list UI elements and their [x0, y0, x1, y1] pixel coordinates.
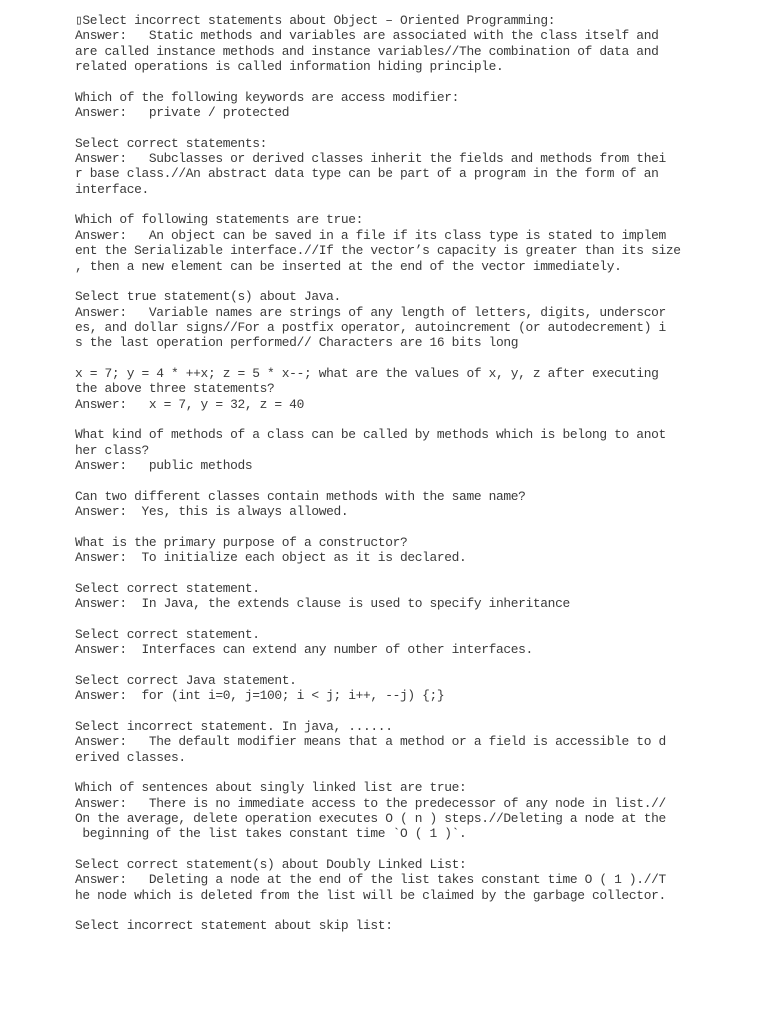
text-line: beginning of the list takes constant time `O ( 1 )`.: [75, 826, 467, 842]
blank-line: [75, 519, 755, 534]
text-line: the above three statements?: [75, 381, 275, 397]
blank-line: [75, 412, 755, 427]
text-line: Select correct statement.: [75, 626, 260, 642]
text-line: Can two different classes contain methods with the same name?: [75, 488, 526, 504]
blank-line: [75, 842, 755, 857]
blank-line: [75, 473, 755, 488]
text-line: he node which is deleted from the list will be claimed by the garbage collector.: [75, 887, 666, 903]
answer-line: Answer: for (int i=0, j=100; i < j; i++, --j) {;}: [75, 688, 445, 704]
answer-line: Answer: private / protected: [75, 105, 290, 121]
answer-line: Answer: In Java, the extends clause is used to specify inheritance: [75, 596, 570, 612]
text-line: Select incorrect statement. In java, ......: [75, 718, 393, 734]
blank-line: [75, 703, 755, 718]
blank-line: [75, 74, 755, 89]
answer-line: Answer: To initialize each object as it is declared.: [75, 550, 467, 566]
blank-line: [75, 657, 755, 672]
answer-line: Answer: Variable names are strings of any length of letters, digits, underscor: [75, 304, 666, 320]
text-line: ▯Select incorrect statements about Object – Oriented Programming:: [75, 13, 556, 28]
text-line: Which of sentences about singly linked list are true:: [75, 780, 467, 796]
answer-line: Answer: There is no immediate access to the predecessor of any node in list.//: [75, 795, 666, 811]
answer-line: Answer: Interfaces can extend any number of other interfaces.: [75, 642, 533, 658]
text-line: x = 7; y = 4 * ++x; z = 5 * x--; what are the values of x, y, z after executing: [75, 365, 659, 381]
text-line: related operations is called information hiding principle.: [75, 59, 504, 75]
document-page: [75, 13, 755, 934]
text-line: Select true statement(s) about Java.: [75, 289, 341, 305]
document-body: [75, 13, 755, 934]
blank-line: [75, 565, 755, 580]
answer-line: Answer: x = 7, y = 32, z = 40: [75, 396, 304, 412]
blank-line: [75, 903, 755, 918]
text-line: , then a new element can be inserted at the end of the vector immediately.: [75, 258, 622, 274]
text-line: Select correct statements:: [75, 135, 268, 151]
text-line: Select correct statement.: [75, 580, 260, 596]
text-line: erived classes.: [75, 749, 186, 765]
answer-line: Answer: An object can be saved in a file if its class type is stated to implem: [75, 227, 666, 243]
text-line: s the last operation performed// Characters are 16 bits long: [75, 335, 519, 351]
text-line: ent the Serializable interface.//If the vector’s capacity is greater than its size: [75, 243, 681, 259]
answer-line: Answer: Subclasses or derived classes inherit the fields and methods from thei: [75, 151, 666, 167]
blank-line: [75, 274, 755, 289]
text-line: her class?: [75, 442, 149, 458]
text-line: interface.: [75, 181, 149, 197]
text-line: Which of following statements are true:: [75, 212, 364, 228]
blank-line: [75, 611, 755, 626]
answer-line: Answer: Deleting a node at the end of the list takes constant time O ( 1 ).//T: [75, 872, 666, 888]
blank-line: [75, 197, 755, 212]
blank-line: [75, 351, 755, 366]
text-line: Select incorrect statement about skip list:: [75, 918, 393, 934]
answer-line: Answer: The default modifier means that a method or a field is accessible to d: [75, 734, 666, 750]
text-line: What kind of methods of a class can be called by methods which is belong to anot: [75, 427, 666, 443]
answer-line: Answer: Static methods and variables are associated with the class itself and: [75, 28, 659, 44]
text-line: r base class.//An abstract data type can be part of a program in the form of an: [75, 166, 659, 182]
text-line: On the average, delete operation executes O ( n ) steps.//Deleting a node at the: [75, 810, 666, 826]
answer-line: Answer: public methods: [75, 457, 253, 473]
text-line: Select correct Java statement.: [75, 672, 297, 688]
text-line: es, and dollar signs//For a postfix operator, autoincrement (or autodecrement) i: [75, 319, 666, 335]
answer-line: Answer: Yes, this is always allowed.: [75, 504, 349, 519]
blank-line: [75, 765, 755, 780]
text-line: Which of the following keywords are access modifier:: [75, 89, 460, 105]
blank-line: [75, 120, 755, 135]
text-line: What is the primary purpose of a constructor?: [75, 534, 408, 550]
text-line: Select correct statement(s) about Doubly Linked List:: [75, 856, 467, 872]
text-line: are called instance methods and instance variables//The combination of data and: [75, 43, 659, 59]
